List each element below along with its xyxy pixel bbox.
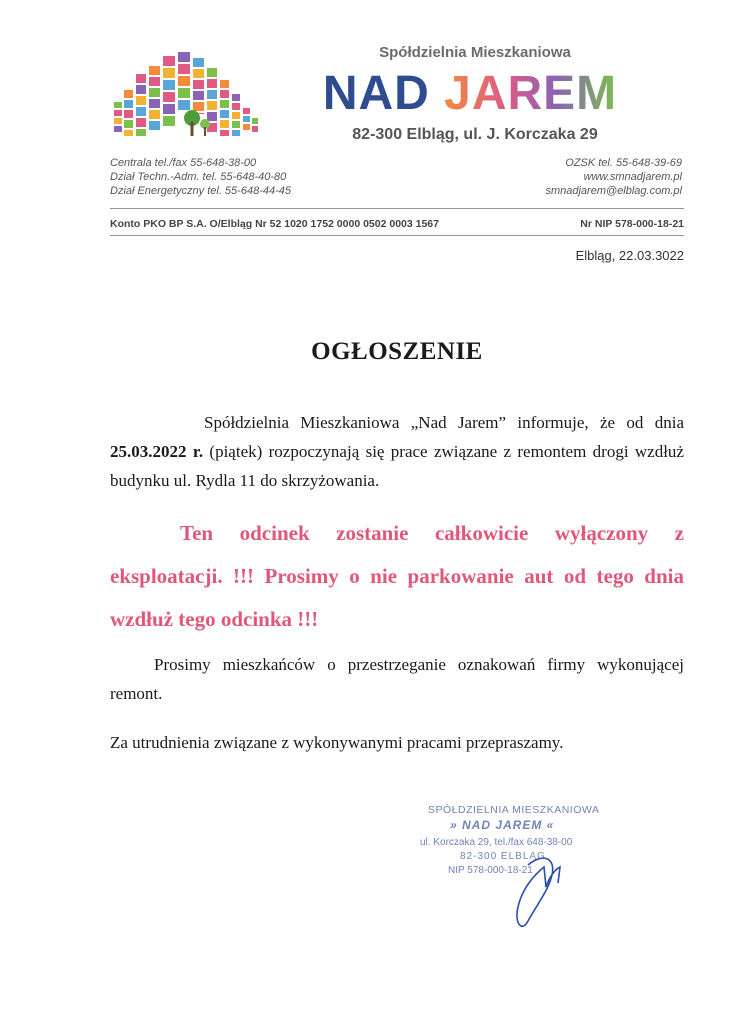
letter-date: Elbląg, 22.03.3022	[575, 248, 684, 263]
paragraph-apology: Za utrudnienia związane z wykonywanymi pracami przepraszamy.	[110, 733, 564, 752]
header-divider-bottom	[110, 235, 684, 236]
stamp-line-3: ul. Korczaka 29, tel./fax 648-38-00	[420, 837, 573, 848]
stamp-line-2: » NAD JAREM «	[450, 818, 555, 832]
contacts-right	[460, 156, 682, 198]
header-divider-top	[110, 208, 684, 209]
stamp-line-1: SPÓŁDZIELNIA MIESZKANIOWA	[428, 804, 600, 816]
intro-text-a: Spółdzielnia Mieszkaniowa „Nad Jarem” informuje, że od dnia	[204, 413, 684, 432]
org-name-logo	[300, 66, 640, 122]
paragraph-intro	[110, 408, 684, 495]
announcement-title: OGŁOSZENIE	[311, 338, 483, 365]
paragraph-signage: Prosimy mieszkańców o przestrzeganie oznakowań firmy wykonującej remont.	[110, 655, 684, 703]
cooperative-stamp	[410, 795, 620, 935]
org-type-label: Spółdzielnia Mieszkaniowa	[379, 44, 571, 61]
email-link[interactable]: smnadjarem@elblag.com.pl	[545, 185, 682, 197]
org-address: 82-300 Elbląg, ul. J. Korczaka 29	[352, 126, 598, 143]
start-date: 25.03.2022 r.	[110, 442, 204, 461]
stamp-line-4: 82-300 ELBLĄG	[460, 851, 546, 862]
stamp-line-5: NIP 578-000-18-21	[448, 865, 533, 876]
contact-line: OZSK tel. 55-648-39-69	[565, 157, 682, 169]
intro-text-b: (piątek) rozpoczynają się prace związane z remontem drogi wzdłuż budynku ul. Rydla 11 do skrzyżowania.	[110, 442, 684, 490]
nip-number: Nr NIP 578-000-18-21	[580, 218, 684, 230]
website-link[interactable]: www.smnadjarem.pl	[583, 171, 682, 183]
contact-line: Dział Techn.-Adm. tel. 55-648-40-80	[110, 171, 287, 183]
org-name-part2: JAREM	[444, 67, 618, 120]
contact-line: Dział Energetyczny tel. 55-648-44-45	[110, 185, 291, 197]
bank-account: Konto PKO BP S.A. O/Elbląg Nr 52 1020 1752 0000 0502 0003 1567	[110, 218, 439, 230]
org-name-part1: NAD	[322, 67, 445, 120]
paragraph-warning: Ten odcinek zostanie całkowicie wyłączony z eksploatacji. !!! Prosimy o nie parkowanie aut od tego dnia wzdłuż tego odcinka !!!	[110, 521, 684, 631]
housing-logo-icon	[112, 52, 260, 138]
contacts-left	[110, 156, 410, 198]
bank-account-line	[110, 218, 684, 230]
contact-line: Centrala tel./fax 55-648-38-00	[110, 157, 257, 169]
